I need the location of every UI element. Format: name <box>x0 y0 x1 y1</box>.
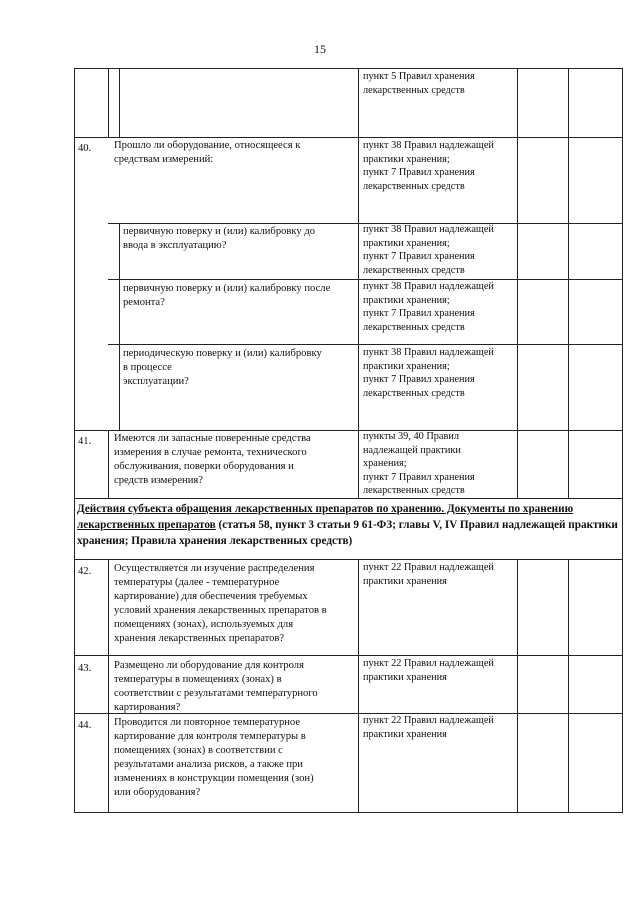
reference-cell: пункт 22 Правил надлежащей практики хранения <box>363 562 494 587</box>
row-number: 40. <box>78 143 92 154</box>
question-cell: первичную поверку и (или) калибровку до ввода в эксплуатацию? <box>123 226 316 251</box>
column-divider <box>517 68 518 498</box>
table-border-right <box>622 68 623 812</box>
row-divider <box>74 498 623 499</box>
column-divider <box>358 559 359 812</box>
question-cell: Осуществляется ли изучение распределения температуры (далее - температурное картирование) для обеспечения требуемых условий хранения лекарственных препаратов в помещениях (зонах), используемых для хранения лекарственных препаратов? <box>114 563 327 644</box>
table-border-left <box>74 68 75 812</box>
question-cell: Проводится ли повторное температурное картирование для контроля температуры в помещениях (зонах) в соответствии с результатами анализа рисков, а также при изменениях в конструкции помещения (зон) или оборудования? <box>114 717 314 798</box>
checklist-table <box>74 68 623 812</box>
reference-cell: пункты 39, 40 Правил надлежащей практики хранения; пункт 7 Правил хранения лекарственных средств <box>363 431 475 496</box>
column-divider <box>108 430 109 498</box>
row-number: 44. <box>78 720 92 731</box>
row-divider <box>74 559 623 560</box>
row-divider <box>108 344 623 345</box>
column-divider <box>108 68 109 137</box>
row-number: 41. <box>78 436 92 447</box>
reference-cell: пункт 22 Правил надлежащей практики хранения <box>363 658 494 683</box>
reference-cell: пункт 38 Правил надлежащей практики хранения; пункт 7 Правил хранения лекарственных средств <box>363 347 494 399</box>
section-heading <box>77 501 622 549</box>
reference-cell: пункт 38 Правил надлежащей практики хранения; пункт 7 Правил хранения лекарственных средств <box>363 140 494 192</box>
column-divider <box>119 223 120 430</box>
question-cell: Прошло ли оборудование, относящееся к средствам измерений: <box>114 140 301 165</box>
question-cell: Имеются ли запасные поверенные средства измерения в случае ремонта, технического обслуживания, поверки оборудования и средств измерения? <box>114 433 311 486</box>
row-number: 43. <box>78 663 92 674</box>
reference-cell: пункт 38 Правил надлежащей практики хранения; пункт 7 Правил хранения лекарственных средств <box>363 224 494 276</box>
row-number: 42. <box>78 566 92 577</box>
column-divider <box>568 559 569 812</box>
row-divider <box>74 137 623 138</box>
row-divider <box>74 430 623 431</box>
column-divider <box>358 68 359 498</box>
page-number: 15 <box>314 42 326 56</box>
question-cell: Размещено ли оборудование для контроля температуры в помещениях (зонах) в соответствии с результатами температурного картирования? <box>114 660 318 713</box>
question-cell: периодическую поверку и (или) калибровку в процессе эксплуатации? <box>123 348 322 387</box>
row-divider <box>74 655 623 656</box>
section-heading-rest: (статья 58, пункт 3 статьи 9 61-ФЗ; главы V, IV Правил надлежащей практики хранения; Правила хранения лекарственных средств) <box>77 519 618 547</box>
reference-cell: пункт 22 Правил надлежащей практики хранения <box>363 715 494 740</box>
column-divider <box>517 559 518 812</box>
column-divider <box>568 68 569 498</box>
column-divider <box>108 559 109 812</box>
column-divider <box>119 68 120 137</box>
reference-cell: пункт 38 Правил надлежащей практики хранения; пункт 7 Правил хранения лекарственных средств <box>363 281 494 333</box>
question-cell: первичную поверку и (или) калибровку после ремонта? <box>123 283 331 308</box>
row-divider <box>74 68 623 69</box>
row-divider <box>74 812 623 813</box>
reference-cell: пункт 5 Правил хранения лекарственных средств <box>363 71 475 96</box>
section-heading-underlined: Действия субъекта обращения лекарственных препаратов по хранению. Документы по хранению лекарственных препаратов <box>77 503 574 531</box>
